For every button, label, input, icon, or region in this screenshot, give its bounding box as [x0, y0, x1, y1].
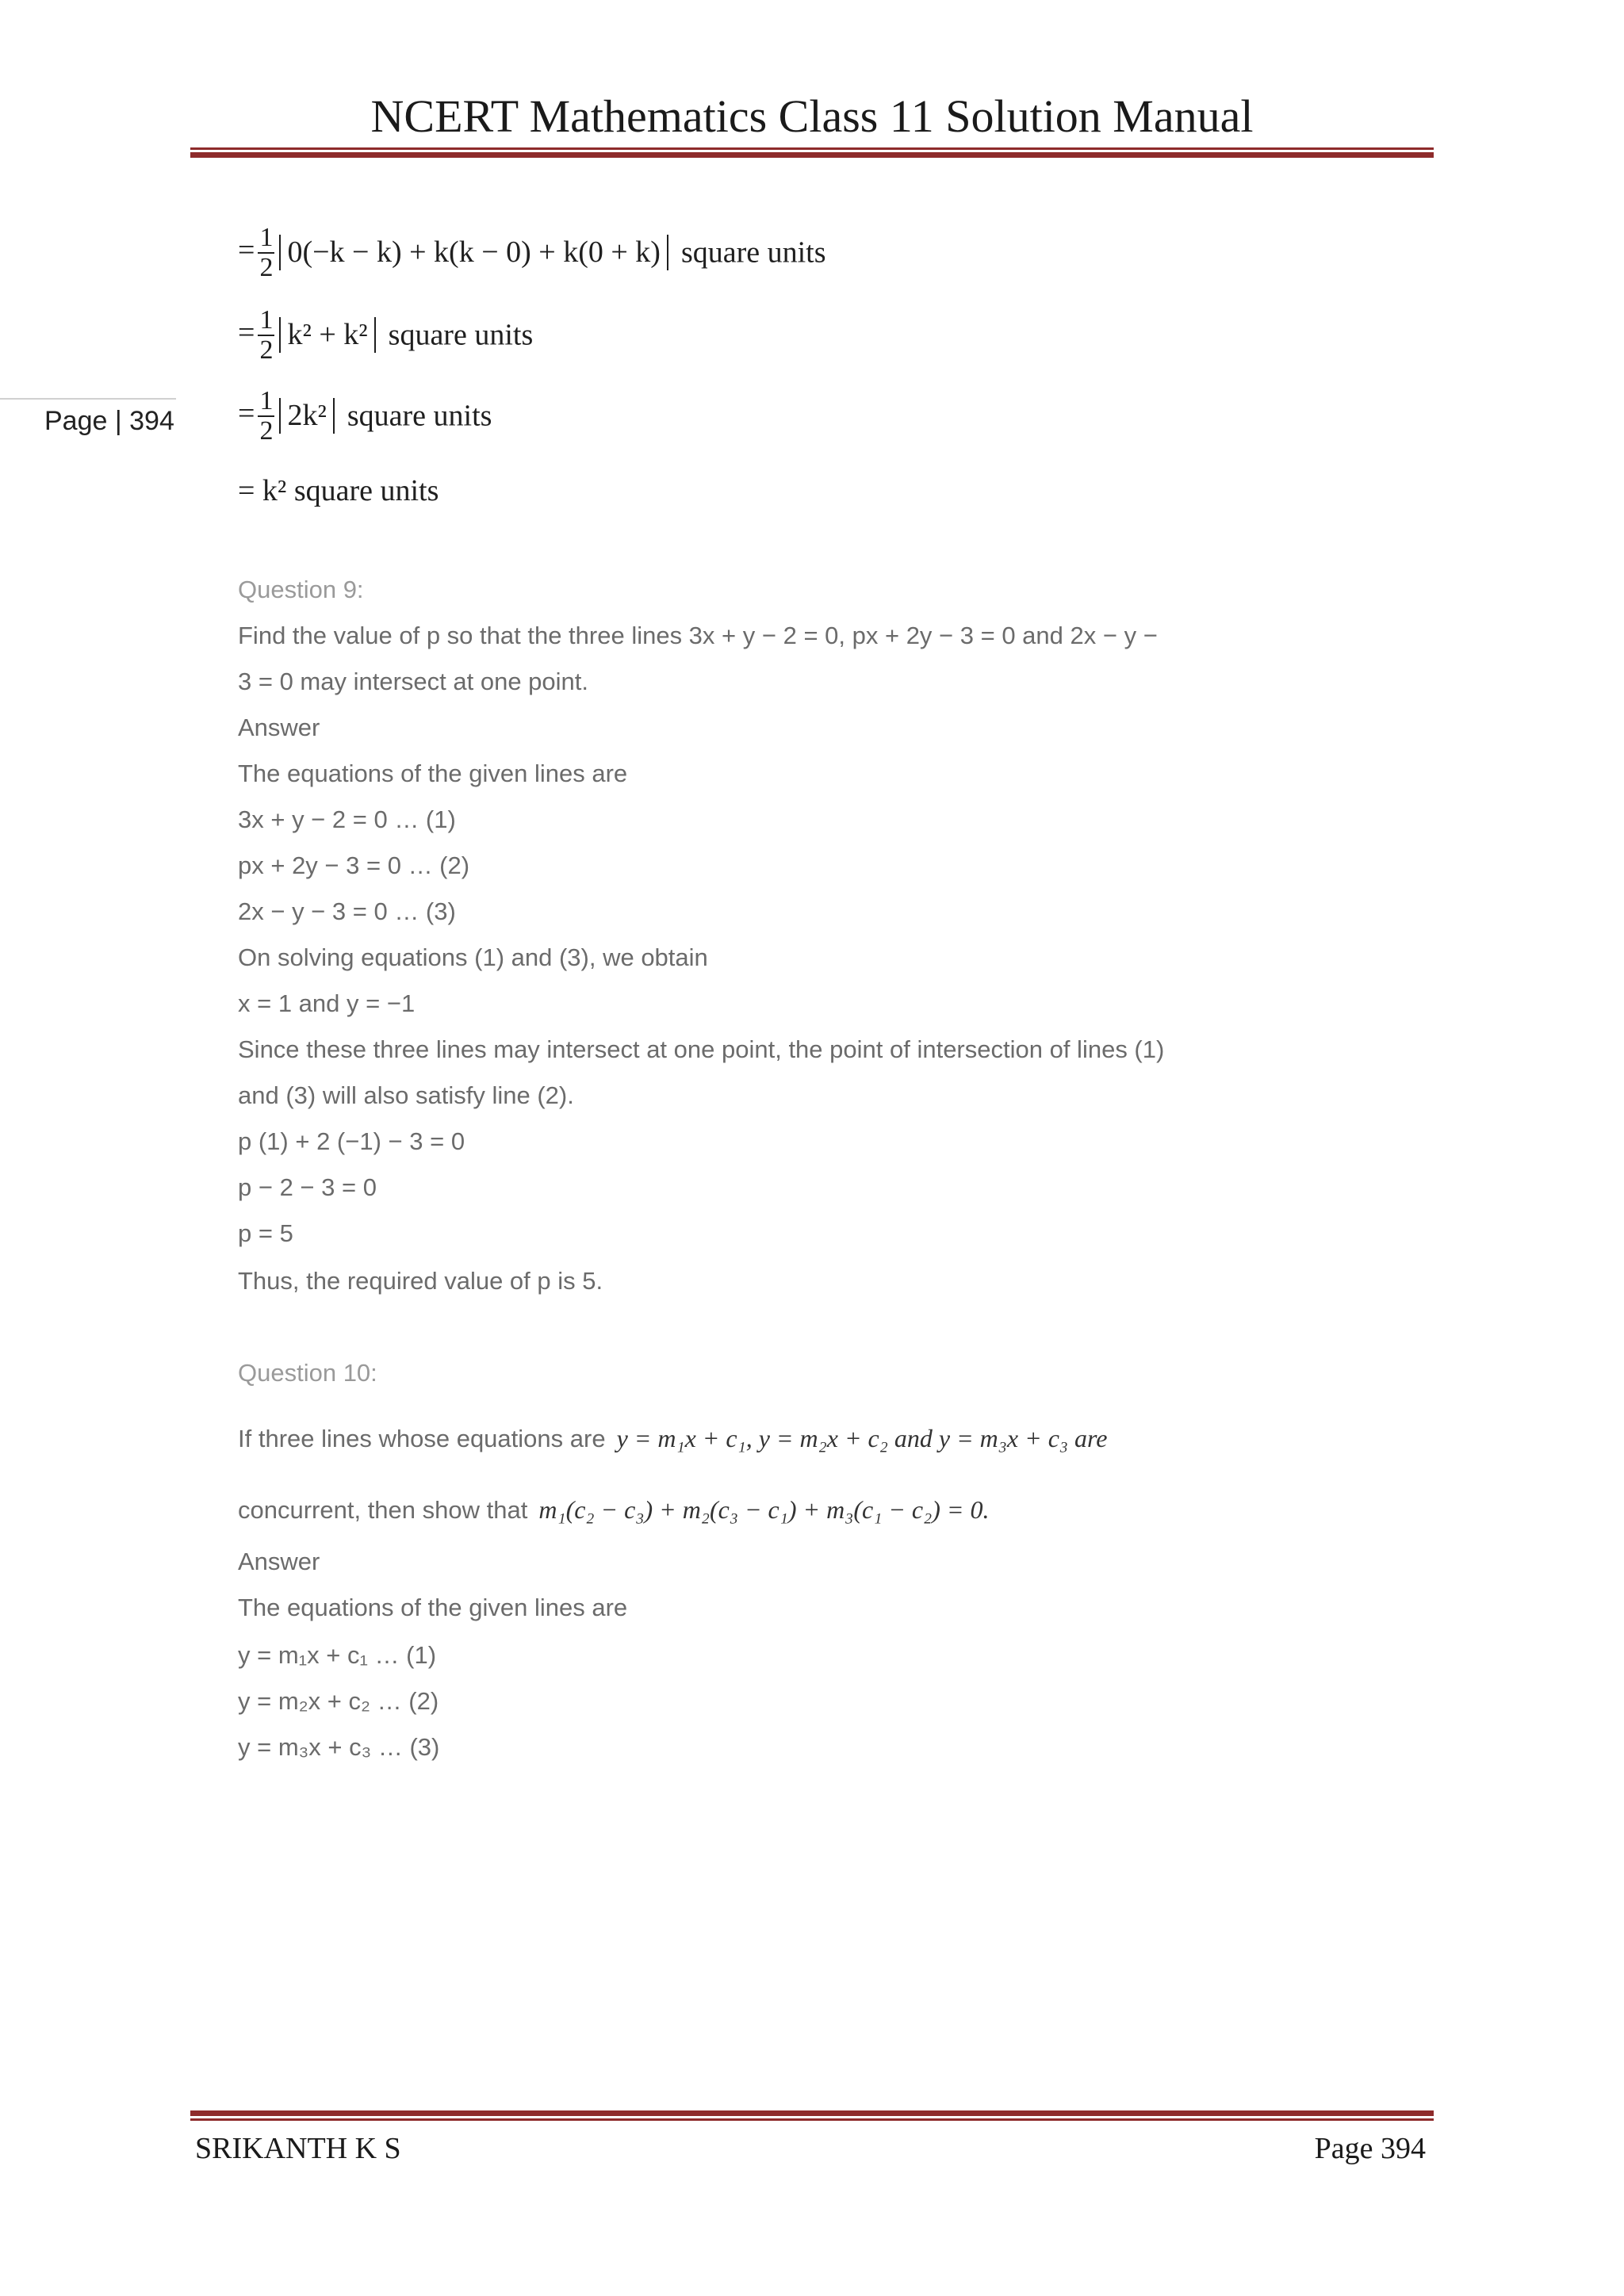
fraction-half: $\frac{1}{2}$: [259, 305, 274, 365]
q10-statement-line-1: If three lines whose equations are y = m₁x + c₁, y = m₂x + c₂ and y = m₃x + c₃ are: [238, 1424, 1108, 1452]
q9-line: x = 1 and y = −1: [238, 989, 416, 1017]
q9-line: On solving equations (1) and (3), we obtain: [238, 943, 708, 971]
footer-author: SRIKANTH K S: [195, 2132, 401, 2165]
q9-line: p = 5: [238, 1219, 293, 1247]
q9-conclusion: Thus, the required value of p is 5.: [238, 1267, 603, 1295]
q10-equation-1: y = m₁x + c₁ … (1): [238, 1641, 437, 1669]
q9-equation-3: 2x − y − 3 = 0 … (3): [238, 897, 456, 925]
q9-line: Since these three lines may intersect at one point, the point of intersection of lines (1): [238, 1035, 1165, 1063]
q9-line: The equations of the given lines are: [238, 760, 628, 787]
q9-line: 3 = 0 may intersect at one point.: [238, 668, 589, 695]
footer-rule-thin: [190, 2118, 1434, 2121]
q10-answer-label: Answer: [238, 1548, 320, 1575]
question-9-heading: Question 9:: [238, 576, 364, 603]
page-header-title: NCERT Mathematics Class 11 Solution Manual: [370, 90, 1254, 142]
footer-rule-thick: [190, 2110, 1434, 2116]
question-10-heading: Question 10:: [238, 1359, 377, 1387]
area-step-3: = $\frac{1}{2}$ 2k² square units: [238, 386, 492, 446]
q9-line: p − 2 − 3 = 0: [238, 1173, 377, 1201]
area-step-1: = $\frac{1}{2}$ 0(−k − k) + k(k − 0) + k(0 + k) square units: [238, 223, 826, 282]
q10-line-equations: y = m₁x + c₁, y = m₂x + c₂ and y = m₃x + c₃ are: [616, 1424, 1108, 1452]
area-step-4: = k² square units: [238, 474, 439, 507]
q9-equation-2: px + 2y − 3 = 0 … (2): [238, 851, 470, 879]
q10-equation-2: y = m₂x + c₂ … (2): [238, 1687, 439, 1715]
footer-page-number: Page 394: [1314, 2132, 1426, 2165]
q9-line: and (3) will also satisfy line (2).: [238, 1081, 574, 1109]
side-margin-line: [0, 398, 176, 400]
fraction-half: $\frac{1}{2}$: [259, 223, 274, 282]
q9-line: Find the value of p so that the three lines 3x + y − 2 = 0, px + 2y − 3 = 0 and 2x − y −: [238, 622, 1158, 649]
q9-equation-1: 3x + y − 2 = 0 … (1): [238, 806, 456, 833]
header-rule-thick: [190, 152, 1434, 158]
header-rule-thin: [190, 147, 1434, 150]
q10-line: The equations of the given lines are: [238, 1594, 628, 1621]
q9-answer-label: Answer: [238, 714, 320, 741]
q10-concurrency-condition: m₁(c₂ − c₃) + m₂(c₃ − c₁) + m₃(c₁ − c₂) = 0.: [538, 1495, 990, 1524]
side-page-label: Page | 394: [44, 406, 174, 436]
fraction-half: $\frac{1}{2}$: [259, 386, 274, 446]
area-step-2: = $\frac{1}{2}$ k² + k² square units: [238, 305, 534, 365]
q10-statement-line-2: concurrent, then show that m₁(c₂ − c₃) + m₂(c₃ − c₁) + m₃(c₁ − c₂) = 0.: [238, 1495, 990, 1524]
q10-equation-3: y = m₃x + c₃ … (3): [238, 1733, 440, 1761]
q9-line: p (1) + 2 (−1) − 3 = 0: [238, 1127, 465, 1155]
